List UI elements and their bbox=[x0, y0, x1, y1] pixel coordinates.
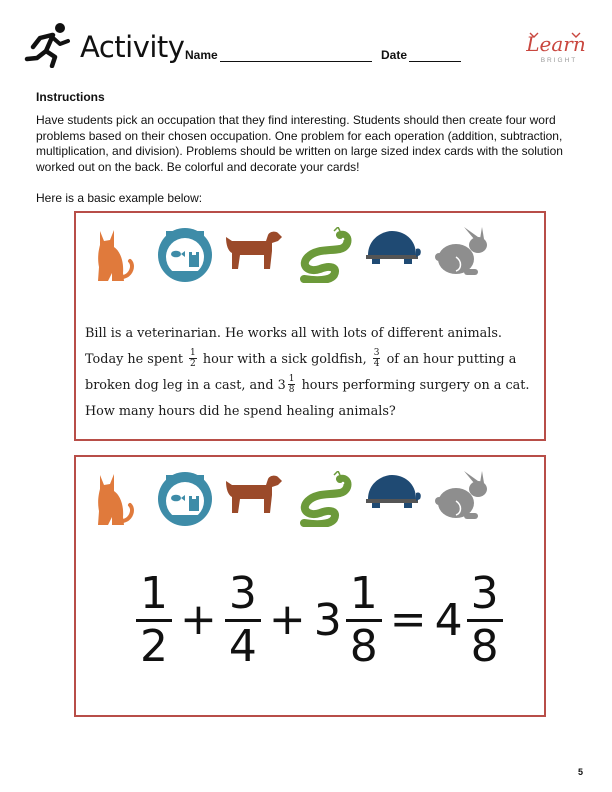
problem-text: Today he spent bbox=[85, 352, 183, 367]
rabbit-icon bbox=[434, 227, 490, 277]
solution-equation bbox=[136, 565, 499, 675]
turtle-icon bbox=[362, 471, 422, 511]
logo-sub: BRIGHT bbox=[540, 57, 578, 64]
problem-text: broken dog leg in a cast, and 3 bbox=[85, 378, 286, 393]
numerator: 1 bbox=[288, 374, 295, 384]
page-title: Activity bbox=[80, 30, 185, 64]
animal-icon-row bbox=[94, 471, 494, 527]
problem-line-4: How many hours did he spend healing animals? bbox=[85, 404, 396, 419]
instructions-heading: Instructions bbox=[36, 90, 105, 104]
whole-number: 3 bbox=[313, 594, 342, 646]
whole-number: 4 bbox=[434, 594, 463, 646]
fraction bbox=[288, 374, 296, 395]
problem-text: of an hour putting a bbox=[386, 352, 517, 367]
example-intro: Here is a basic example below: bbox=[36, 191, 203, 205]
plus-sign: + bbox=[180, 594, 217, 645]
fraction bbox=[136, 569, 172, 672]
word-problem-text bbox=[85, 321, 535, 425]
word-problem-card bbox=[74, 211, 546, 441]
cat-icon bbox=[94, 471, 136, 527]
fraction bbox=[373, 348, 381, 369]
date-field[interactable] bbox=[409, 61, 461, 62]
numerator: 3 bbox=[225, 569, 261, 622]
numerator: 1 bbox=[346, 569, 382, 622]
problem-text: hour with a sick goldfish, bbox=[202, 352, 367, 367]
fishbowl-icon bbox=[156, 227, 214, 283]
problem-line-1: Bill is a veterinarian. He works all with lots of different animals. bbox=[85, 326, 502, 341]
problem-line-2 bbox=[85, 347, 535, 373]
denominator: 2 bbox=[190, 359, 196, 369]
logo-word: Learn bbox=[526, 32, 586, 56]
denominator: 8 bbox=[349, 620, 378, 672]
denominator: 2 bbox=[140, 620, 168, 672]
page-number: 5 bbox=[578, 767, 584, 777]
dog-icon bbox=[222, 471, 284, 515]
running-person-icon bbox=[22, 22, 72, 68]
numerator: 1 bbox=[136, 569, 172, 622]
fraction bbox=[189, 348, 197, 369]
equals-sign: = bbox=[389, 594, 427, 645]
denominator: 8 bbox=[288, 385, 295, 395]
learn-bright-logo bbox=[520, 30, 592, 64]
problem-line-3 bbox=[85, 373, 535, 399]
fraction bbox=[346, 569, 382, 672]
animal-icon-row bbox=[94, 227, 494, 283]
date-label: Date bbox=[381, 48, 408, 62]
numerator: 1 bbox=[190, 348, 196, 358]
numerator: 3 bbox=[373, 348, 380, 358]
denominator: 4 bbox=[228, 620, 257, 672]
instructions-body: Have students pick an occupation that they find interesting. Students should then create four word problems based on their chosen occupation. One problem for each operation (addition, subtraction, multiplication, and division). Problems should be written on large sized index cards with the solution worked out on the back. Be colorful and decorate your cards! bbox=[36, 113, 563, 174]
fishbowl-icon bbox=[156, 471, 214, 527]
snake-icon bbox=[294, 471, 354, 527]
denominator: 4 bbox=[373, 359, 380, 369]
denominator: 8 bbox=[470, 620, 499, 672]
solution-card bbox=[74, 455, 546, 717]
numerator: 3 bbox=[467, 569, 503, 622]
name-label: Name bbox=[185, 48, 218, 62]
problem-text: hours performing surgery on a cat. bbox=[301, 378, 530, 393]
dog-icon bbox=[222, 227, 284, 271]
cat-icon bbox=[94, 227, 136, 283]
snake-icon bbox=[294, 227, 354, 283]
fraction bbox=[225, 569, 261, 672]
turtle-icon bbox=[362, 227, 422, 267]
name-field[interactable] bbox=[220, 61, 372, 62]
fraction bbox=[467, 569, 503, 672]
rabbit-icon bbox=[434, 471, 490, 521]
plus-sign: + bbox=[268, 594, 306, 645]
